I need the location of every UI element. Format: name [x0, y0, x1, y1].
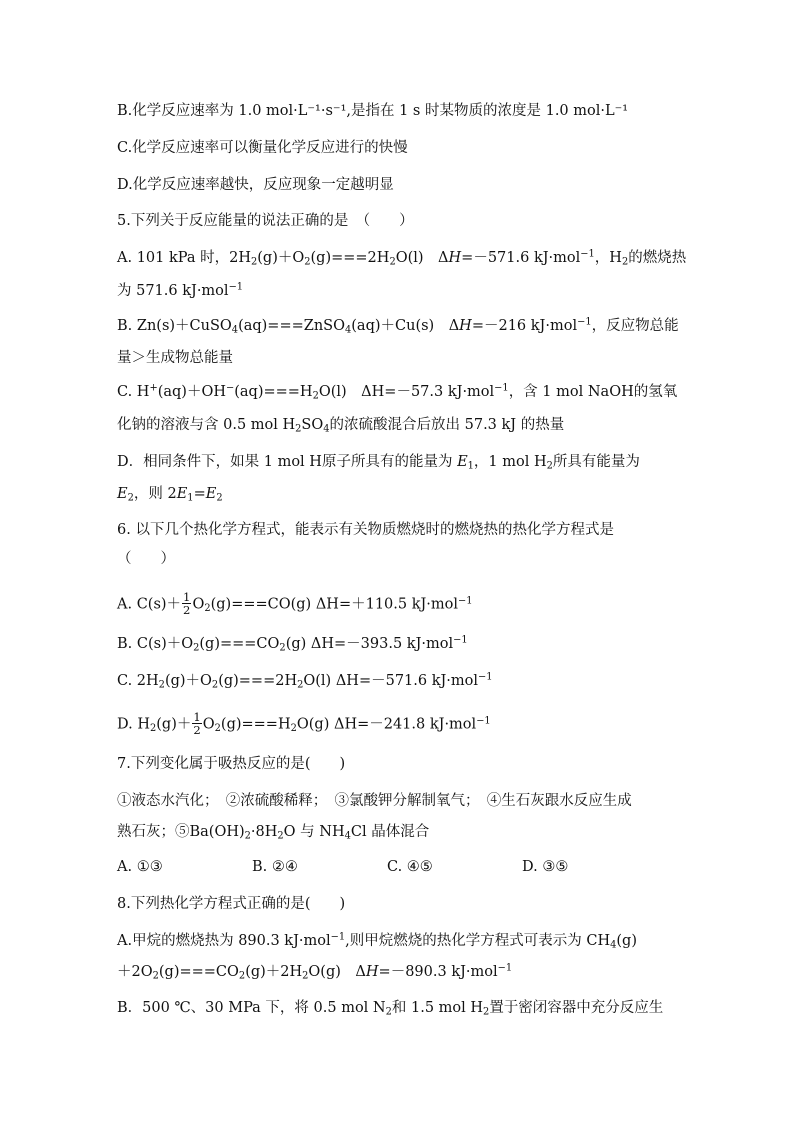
q7-items-line2: 熟石灰；$⑤Ba(OH)_2\cdot 8H_2O$ 与 $NH_4Cl$ 晶体混合 [117, 824, 430, 842]
q7-options [117, 857, 694, 877]
q8-option-a-cont: $+2O_2(g)===CO_2(g)+2H_2O(g)$ ΔH=－890.3 kJ·mol$^{-1}$ [117, 962, 513, 982]
q7-option-d: D. ③⑤ [522, 859, 569, 875]
q5-option-a-cont: 为 571.6 kJ·mol$^{-1}$ [117, 281, 244, 299]
q8-option-a: A.甲烷的燃烧热为 890.3 kJ·mol$^{-1}$,则甲烷燃烧的热化学方程式可表示为 $CH_4(g)$ [117, 931, 637, 951]
fraction-half: $\frac{1}{2}$ [193, 710, 201, 738]
q5-option-b: B. Zn(s)＋CuSO$_4$(aq)===ZnSO$_4$(aq)＋Cu(s) ΔH=－216 kJ·mol$^{-1}$，反应物总能 [117, 316, 679, 336]
q5-option-b-cont: 量＞生成物总能量 [117, 350, 233, 366]
q6-option-d: D. $H_2(g)+$ $\frac{1}{2}$ $O_2(g)===H_2O(g)$ ΔH=－241.8 kJ·mol$^{-1}$ [117, 710, 491, 738]
q5-option-d: D．相同条件下，如果 1 mol H原子所具有的能量为 $E_1$，1 mol $H_2$所具有能量为 [117, 454, 640, 472]
q4-option-c: C.化学反应速率可以衡量化学反应进行的快慢 [117, 140, 408, 156]
q5-stem: 5.下列关于反应能量的说法正确的是 （ ） [117, 213, 414, 229]
q5-option-c-cont: 化钠的溶液与含 0.5 mol $H_2SO_4$的浓硫酸混合后放出 57.3 kJ 的热量 [117, 417, 565, 435]
q7-stem: 7.下列变化属于吸热反应的是( ) [117, 756, 346, 772]
q5-option-d-cont: $E_2$，则 $2E_1=E_2$ [117, 486, 223, 504]
q8-stem: 8.下列热化学方程式正确的是( ) [117, 896, 346, 912]
q6-option-b: B. $C(s)+O_2(g)===CO_2(g)$ ΔH=－393.5 kJ·mol$^{-1}$ [117, 634, 468, 654]
q7-option-a: A. ①③ [117, 859, 163, 875]
q7-option-b: B. ②④ [252, 859, 298, 875]
q6-option-c: C. $2H_2(g)+O_2(g)===2H_2O(l)$ ΔH=－571.6 kJ·mol$^{-1}$ [117, 671, 493, 691]
q8-option-b: B．500 ℃、30 MPa 下，将 0.5 mol $N_2$和 1.5 mol $H_2$置于密闭容器中充分反应生 [117, 1000, 664, 1018]
q7-option-c: C. ④⑤ [387, 859, 433, 875]
q6-stem: 6. 以下几个热化学方程式，能表示有关物质燃烧时的燃烧热的热化学方程式是 [117, 522, 614, 538]
q4-option-b: B.化学反应速率为 1.0 mol·L⁻¹·s⁻¹,是指在 1 s 时某物质的浓度是 1.0 mol·L⁻¹ [117, 103, 629, 119]
q6-option-a: A. C(s)＋ $\frac{1}{2}$ $O_2(g)===CO(g)$ ΔH=＋110.5 kJ·mol$^{-1}$ [117, 590, 473, 618]
q5-option-c: C. $H^+(aq)+OH^-(aq)===H_2O(l)$ ΔH=－57.3 kJ·mol$^{-1}$，含 1 mol NaOH的氢氧 [117, 382, 678, 402]
fraction-half: $\frac{1}{2}$ [183, 590, 191, 618]
q6-answer-paren: （ ） [117, 551, 175, 567]
q7-items-line1: ①液态水汽化； ②浓硫酸稀释； ③氯酸钾分解制氧气； ④生石灰跟水反应生成 [117, 793, 632, 809]
q5-option-a: A. 101 kPa 时，$2H_2(g)+O_2(g)===2H_2O(l)$ ΔH=－571.6 kJ·mol$^{-1}$，$H_2$的燃烧热 [117, 248, 687, 268]
q4-option-d: D.化学反应速率越快，反应现象一定越明显 [117, 177, 394, 193]
